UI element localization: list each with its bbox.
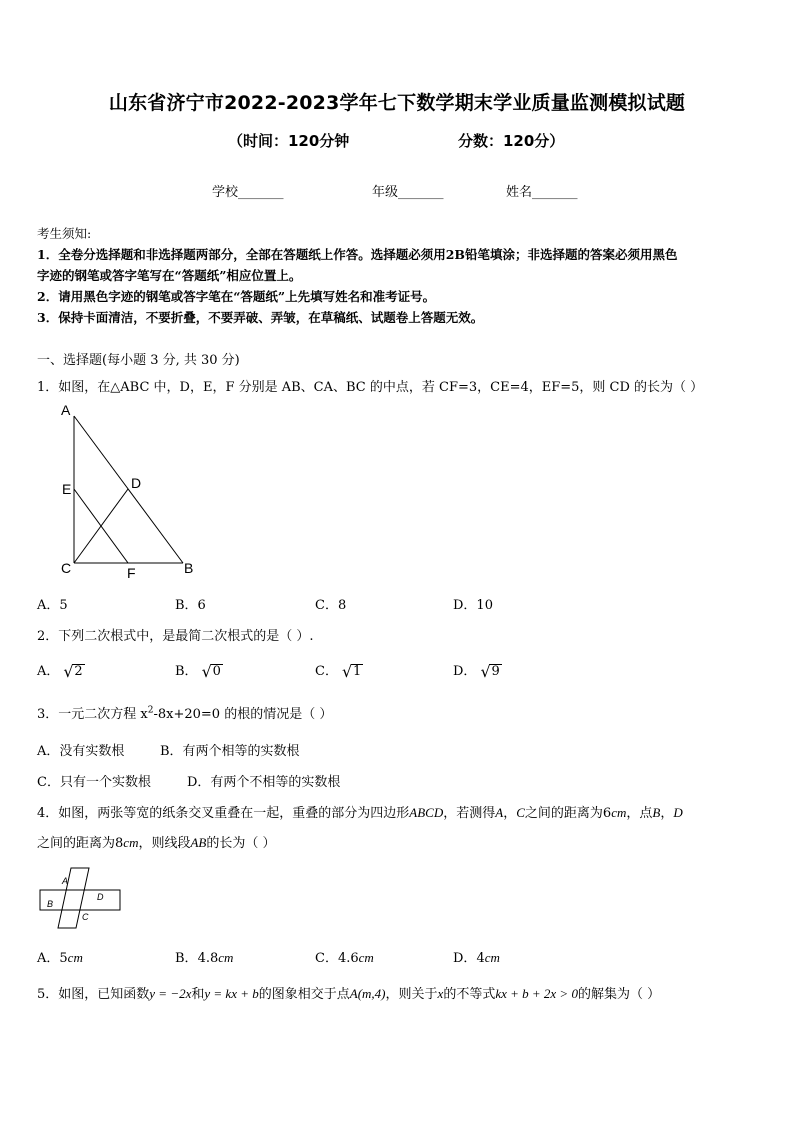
q2-option-b[interactable] <box>175 660 223 679</box>
label-c: C <box>82 912 89 922</box>
distance-value: 6 <box>602 806 612 821</box>
q3-option-d[interactable]: D．有两个不相等的实数根 <box>187 775 341 790</box>
radical-sign-icon: √ <box>480 662 491 681</box>
stem-part: 5．如图，已知函数 <box>37 987 150 1002</box>
sqrt-expression <box>342 664 363 679</box>
unit: cm <box>358 950 374 965</box>
label-c: C <box>61 560 72 576</box>
exam-score: 分数：120分） <box>458 132 565 150</box>
stem-part: ，若测得 <box>443 806 496 821</box>
function-2: y = kx + b <box>204 986 259 1001</box>
unit: cm <box>611 805 627 820</box>
label-d: D <box>97 892 104 902</box>
radical-sign-icon: √ <box>201 662 212 681</box>
unit: cm <box>218 950 234 965</box>
stem-part: ，点 <box>626 806 653 821</box>
section-heading: 一、选择题(每小题 3 分, 共 30 分) <box>37 353 240 368</box>
stem-part: 的长为（ ） <box>206 836 276 851</box>
q1-option-d[interactable]: D．10 <box>453 598 493 613</box>
question-4-stem-line-1 <box>37 802 683 821</box>
q3-option-c[interactable]: C．只有一个实数根 <box>37 775 151 790</box>
q3-option-a[interactable]: A．没有实数根 <box>37 744 125 759</box>
q2-option-c[interactable] <box>315 660 363 679</box>
q4-option-c[interactable] <box>315 947 374 966</box>
radicand: 0 <box>212 664 221 679</box>
stem-part: 和 <box>191 987 205 1002</box>
stem-part: 的解集为（ ） <box>577 987 661 1002</box>
q2-option-a[interactable] <box>37 660 85 679</box>
q1-option-c[interactable]: C．8 <box>315 598 347 613</box>
exam-time: （时间：120分钟 <box>228 132 350 150</box>
option-letter: A． <box>37 951 60 966</box>
page-title: 山东省济宁市2022-2023学年七下数学期末学业质量监测模拟试题 <box>108 92 686 114</box>
stem-part: ， <box>660 806 674 821</box>
function-1: y = −2x <box>149 986 192 1001</box>
question-4-paper-strips-figure <box>36 862 126 932</box>
label-d: D <box>131 475 142 491</box>
question-1-triangle-figure <box>55 400 215 580</box>
notice-item-1-cont: 字迹的钢笔或答字笔写在“答题纸”相应位置上。 <box>37 268 302 283</box>
unit: cm <box>67 950 83 965</box>
exponent: 2 <box>147 705 154 716</box>
q1-option-b[interactable]: B．6 <box>175 598 206 613</box>
stem-part: ，则线段 <box>138 836 191 851</box>
distance-value: 8 <box>115 836 124 851</box>
question-2-stem: 2．下列二次根式中，是最简二次根式的是（ ）. <box>37 629 314 644</box>
intersection-point: A(m,4) <box>349 986 386 1001</box>
question-3-stem <box>37 703 332 722</box>
stem-part: 之间的距离为 <box>524 806 603 821</box>
radicand: 1 <box>352 664 362 679</box>
option-letter: D． <box>453 951 477 966</box>
radicand: 9 <box>491 664 500 679</box>
variable-x: x <box>437 986 444 1001</box>
option-letter: C． <box>315 951 338 966</box>
sqrt-expression <box>202 664 223 679</box>
option-value: 5 <box>59 951 68 966</box>
q1-option-a[interactable]: A．5 <box>37 598 68 613</box>
sqrt-expression <box>63 664 84 679</box>
option-letter: A． <box>37 664 60 679</box>
point-b: B <box>652 805 661 820</box>
question-4-stem-line-2 <box>37 832 276 851</box>
q4-option-d[interactable] <box>453 947 500 966</box>
q2-option-d[interactable] <box>453 660 502 679</box>
label-e: E <box>62 481 72 497</box>
quadrilateral-name: ABCD <box>409 805 444 820</box>
question-5-stem <box>37 983 660 1002</box>
option-value: 4.6 <box>337 951 359 966</box>
option-letter: C． <box>315 664 338 679</box>
q3-option-b[interactable]: B．有两个相等的实数根 <box>160 744 300 759</box>
radical-sign-icon: √ <box>341 662 353 681</box>
q4-option-b[interactable] <box>175 947 233 966</box>
radical-sign-icon: √ <box>63 662 74 681</box>
option-letter: B． <box>175 951 198 966</box>
stem-part: 的不等式 <box>443 987 496 1002</box>
option-value: 4 <box>476 951 485 966</box>
label-b: B <box>47 899 54 909</box>
label-f: F <box>127 565 136 580</box>
option-letter: D． <box>453 664 477 679</box>
inequality: kx + b + 2x > 0 <box>495 986 578 1001</box>
point-d: D <box>673 805 683 820</box>
grade-field[interactable]: 年级_______ <box>372 185 444 200</box>
notice-item-3: 3．保持卡面清洁，不要折叠，不要弄破、弄皱，在草稿纸、试题卷上答题无效。 <box>37 310 484 325</box>
point-a: A <box>495 805 504 820</box>
school-field[interactable]: 学校_______ <box>212 185 284 200</box>
label-a: A <box>62 876 69 886</box>
sqrt-expression <box>480 664 501 679</box>
stem-part: ， <box>503 806 517 821</box>
stem-part: -8x+20=0 的根的情况是（ ） <box>153 707 333 722</box>
radicand: 2 <box>74 664 83 679</box>
label-b: B <box>184 560 194 576</box>
unit: cm <box>123 835 139 850</box>
stem-part: 3．一元二次方程 x <box>37 707 148 722</box>
unit: cm <box>484 950 500 965</box>
option-value: 4.8 <box>197 951 219 966</box>
point-c: C <box>516 805 525 820</box>
question-1-stem: 1．如图，在△ABC 中，D，E，F 分别是 AB、CA、BC 的中点，若 CF=3，CE=4，EF=5，则 CD 的长为（ ） <box>37 380 704 395</box>
notice-item-2: 2．请用黑色字迹的钢笔或答字笔在“答题纸”上先填写姓名和准考证号。 <box>37 289 436 304</box>
stem-part: 之间的距离为 <box>37 836 116 851</box>
q4-option-a[interactable] <box>37 947 83 966</box>
stem-part: 的图象相交于点 <box>258 987 350 1002</box>
stem-part: ，则关于 <box>385 987 438 1002</box>
stem-part: 4．如图，两张等宽的纸条交叉重叠在一起，重叠的部分为四边形 <box>37 806 410 821</box>
notice-item-1: 1．全卷分选择题和非选择题两部分，全部在答题纸上作答。选择题必须用2B铅笔填涂；非选择题的答案必须用黑色 <box>37 247 678 262</box>
name-field[interactable]: 姓名_______ <box>506 185 578 200</box>
segment-name: AB <box>190 835 207 850</box>
option-letter: B． <box>175 664 198 679</box>
label-a: A <box>61 402 71 418</box>
notice-heading: 考生须知: <box>37 226 92 241</box>
